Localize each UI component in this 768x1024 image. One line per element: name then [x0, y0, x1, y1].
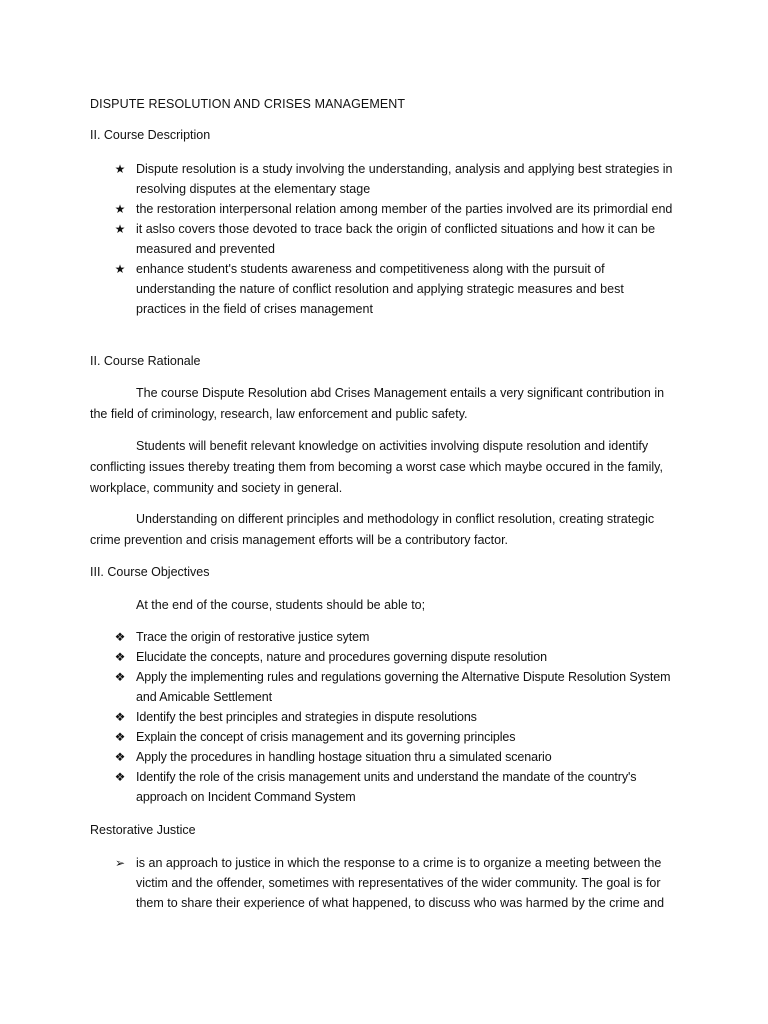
document-title: DISPUTE RESOLUTION AND CRISES MANAGEMENT — [90, 97, 406, 111]
list-item — [0, 199, 676, 219]
list-item-text: the restoration interpersonal relation among member of the parties involved are its primordial end — [136, 202, 673, 216]
restorative-justice-list — [0, 853, 768, 913]
star-bullet-icon: ★ — [114, 262, 126, 276]
course-description-list — [0, 159, 768, 319]
list-item-text: Explain the concept of crisis management and its governing principles — [136, 730, 516, 744]
diamond-bullet-icon: ❖ — [114, 670, 126, 684]
list-item — [0, 627, 676, 647]
course-objectives-list — [0, 627, 768, 807]
rationale-paragraph: Students will benefit relevant knowledge on activities involving dispute resolution and identify conflicting issues thereby treating them from becoming a worst case which maybe occured in the family, workplace, community and society in general. — [90, 439, 663, 495]
heading-course-rationale: II. Course Rationale — [90, 354, 201, 368]
list-item — [0, 747, 676, 767]
list-item-text: Apply the procedures in handling hostage situation thru a simulated scenario — [136, 750, 552, 764]
list-item — [0, 219, 676, 259]
list-item-text: Elucidate the concepts, nature and procedures governing dispute resolution — [136, 650, 547, 664]
objectives-lead: At the end of the course, students should be able to; — [136, 598, 426, 612]
list-item — [0, 159, 676, 199]
list-item — [0, 647, 676, 667]
list-item-text: Dispute resolution is a study involving the understanding, analysis and applying best strategies in resolving disputes at the elementary stage — [136, 162, 673, 196]
diamond-bullet-icon: ❖ — [114, 730, 126, 744]
heading-restorative-justice: Restorative Justice — [90, 823, 196, 837]
diamond-bullet-icon: ❖ — [114, 770, 126, 784]
rationale-paragraph: The course Dispute Resolution abd Crises Management entails a very significant contribution in the field of criminology, research, law enforcement and public safety. — [90, 386, 665, 421]
diamond-bullet-icon: ❖ — [114, 630, 126, 644]
list-item-text: Apply the implementing rules and regulations governing the Alternative Dispute Resolution System and Amicable Settlement — [136, 670, 671, 704]
star-bullet-icon: ★ — [114, 162, 126, 176]
rationale-paragraph: Understanding on different principles and methodology in conflict resolution, creating strategic crime prevention and crisis management efforts will be a contributory factor. — [90, 512, 655, 547]
list-item-text: it aslso covers those devoted to trace back the origin of conflicted situations and how it can be measured and prevented — [136, 222, 656, 256]
star-bullet-icon: ★ — [114, 202, 126, 216]
diamond-bullet-icon: ❖ — [114, 710, 126, 724]
star-bullet-icon: ★ — [114, 222, 126, 236]
list-item-text: Trace the origin of restorative justice sytem — [136, 630, 370, 644]
list-item — [0, 853, 676, 913]
diamond-bullet-icon: ❖ — [114, 650, 126, 664]
list-item — [0, 259, 676, 319]
heading-course-objectives: III. Course Objectives — [90, 565, 210, 579]
list-item-text: Identify the best principles and strategies in dispute resolutions — [136, 710, 477, 724]
list-item-text: enhance student's students awareness and competitiveness along with the pursuit of understanding the nature of conflict resolution and applying strategic measures and best practices in the field of crises management — [136, 262, 624, 316]
list-item — [0, 707, 676, 727]
arrowhead-bullet-icon: ➢ — [114, 856, 126, 870]
list-item — [0, 767, 676, 807]
list-item — [0, 667, 676, 707]
list-item-text: is an approach to justice in which the response to a crime is to organize a meeting between the victim and the offender, sometimes with representatives of the wider community. The goal is for them to share their experience of what happened, to discuss who was harmed by the crime and — [136, 856, 665, 910]
list-item — [0, 727, 676, 747]
heading-course-description: II. Course Description — [90, 128, 211, 142]
diamond-bullet-icon: ❖ — [114, 750, 126, 764]
list-item-text: Identify the role of the crisis management units and understand the mandate of the country's approach on Incident Command System — [136, 770, 637, 804]
